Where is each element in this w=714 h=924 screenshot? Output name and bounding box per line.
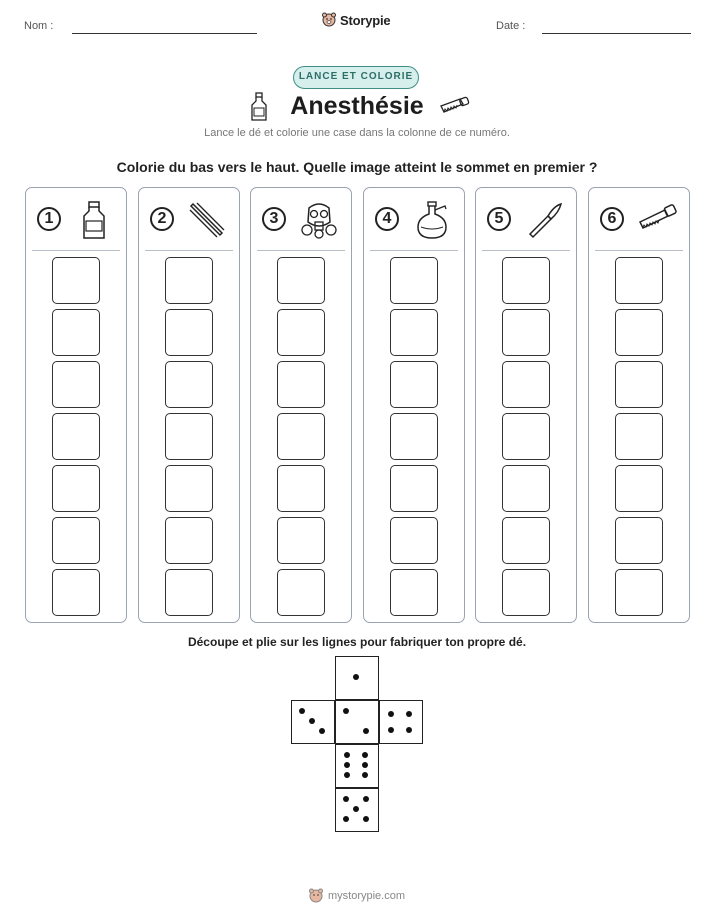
flask-icon <box>412 200 452 240</box>
column-2 <box>138 187 240 623</box>
page-title: Anesthésie <box>290 92 424 120</box>
column-divider <box>257 250 345 251</box>
name-label: Nom : <box>24 20 54 32</box>
color-box[interactable] <box>615 517 663 564</box>
color-box[interactable] <box>615 309 663 356</box>
color-box[interactable] <box>502 465 550 512</box>
color-box[interactable] <box>615 569 663 616</box>
color-box[interactable] <box>277 257 325 304</box>
color-box[interactable] <box>390 361 438 408</box>
dice-face-2 <box>335 700 379 744</box>
saw-icon <box>637 200 677 240</box>
date-line[interactable] <box>542 33 691 34</box>
color-box[interactable] <box>615 257 663 304</box>
date-label: Date : <box>496 20 526 32</box>
color-box[interactable] <box>277 309 325 356</box>
subtitle: Lance le dé et colorie une case dans la colonne de ce numéro. <box>204 127 510 139</box>
color-box[interactable] <box>615 361 663 408</box>
color-box[interactable] <box>502 309 550 356</box>
dice-face-3 <box>291 700 335 744</box>
color-box[interactable] <box>52 413 100 460</box>
color-box[interactable] <box>615 413 663 460</box>
column-number: 2 <box>150 207 174 231</box>
color-box[interactable] <box>165 569 213 616</box>
color-box[interactable] <box>502 517 550 564</box>
column-divider <box>370 250 458 251</box>
tweezers-icon <box>187 200 227 240</box>
storypie-bear-icon <box>322 12 336 28</box>
dice-face-1 <box>335 656 379 700</box>
color-box[interactable] <box>390 569 438 616</box>
color-box[interactable] <box>165 257 213 304</box>
cut-instruction: Découpe et plie sur les lignes pour fabriquer ton propre dé. <box>187 635 527 649</box>
color-box[interactable] <box>52 309 100 356</box>
brand-logo <box>322 12 390 28</box>
color-box[interactable] <box>277 517 325 564</box>
color-box[interactable] <box>502 257 550 304</box>
color-box[interactable] <box>390 413 438 460</box>
column-number: 3 <box>262 207 286 231</box>
color-box[interactable] <box>165 309 213 356</box>
color-box[interactable] <box>502 569 550 616</box>
column-5 <box>475 187 577 623</box>
column-4 <box>363 187 465 623</box>
dice-net <box>290 656 426 836</box>
color-box[interactable] <box>165 413 213 460</box>
saw-icon <box>438 96 470 116</box>
column-6 <box>588 187 690 623</box>
gas-mask-icon <box>299 200 339 240</box>
instruction: Colorie du bas vers le haut. Quelle image atteint le sommet en premier ? <box>116 159 598 175</box>
color-box[interactable] <box>277 413 325 460</box>
footer <box>309 888 405 904</box>
brand-name: Storypie <box>340 12 391 28</box>
color-box[interactable] <box>165 361 213 408</box>
color-box[interactable] <box>52 465 100 512</box>
column-3 <box>250 187 352 623</box>
color-box[interactable] <box>615 465 663 512</box>
column-number: 5 <box>487 207 511 231</box>
storypie-bear-icon <box>309 888 323 904</box>
color-box[interactable] <box>52 361 100 408</box>
footer-url[interactable]: mystorypie.com <box>328 890 406 902</box>
column-number: 1 <box>37 207 61 231</box>
column-divider <box>482 250 570 251</box>
name-line[interactable] <box>72 33 257 34</box>
column-number: 6 <box>600 207 624 231</box>
column-divider <box>145 250 233 251</box>
color-box[interactable] <box>390 517 438 564</box>
column-number: 4 <box>375 207 399 231</box>
dice-face-4 <box>379 700 423 744</box>
color-box[interactable] <box>277 361 325 408</box>
color-box[interactable] <box>390 309 438 356</box>
color-box[interactable] <box>277 465 325 512</box>
color-box[interactable] <box>165 517 213 564</box>
color-box[interactable] <box>165 465 213 512</box>
color-box[interactable] <box>277 569 325 616</box>
column-divider <box>595 250 683 251</box>
column-1 <box>25 187 127 623</box>
scalpel-icon <box>524 200 564 240</box>
dice-face-5 <box>335 788 379 832</box>
bottle-icon <box>74 200 114 240</box>
color-box[interactable] <box>390 465 438 512</box>
color-box[interactable] <box>502 413 550 460</box>
color-box[interactable] <box>52 569 100 616</box>
column-divider <box>32 250 120 251</box>
color-box[interactable] <box>390 257 438 304</box>
activity-badge: LANCE ET COLORIE <box>293 66 419 89</box>
color-box[interactable] <box>52 257 100 304</box>
color-box[interactable] <box>52 517 100 564</box>
dice-face-6 <box>335 744 379 788</box>
color-box[interactable] <box>502 361 550 408</box>
